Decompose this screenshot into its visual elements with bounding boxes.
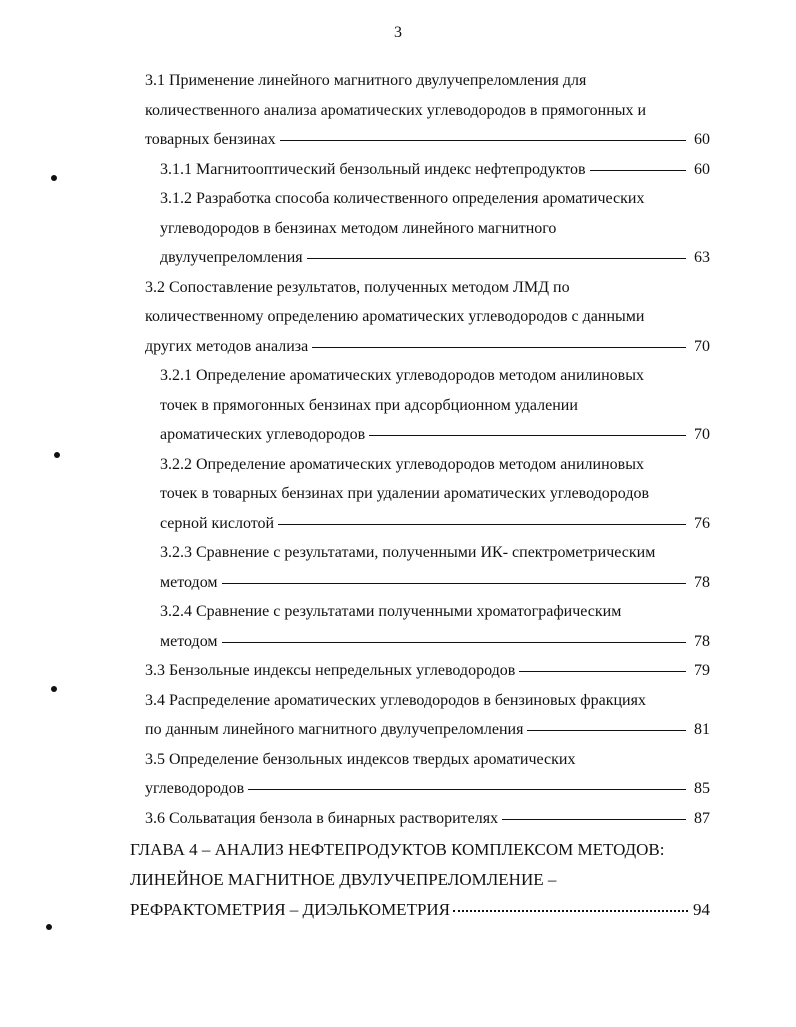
toc-entry-title: 3.3 Бензольные индексы непредельных углеводородов xyxy=(145,662,516,679)
toc-entry-line: 3.2.1 Определение ароматических углеводородов методом анилиновых xyxy=(160,367,644,384)
toc-entry xyxy=(145,804,710,834)
leader-line xyxy=(222,583,686,584)
leader-line xyxy=(278,524,686,525)
toc-page-number: 60 xyxy=(694,160,710,178)
toc-chapter xyxy=(130,835,710,925)
toc-entry-line: углеводородов в бензинах методом линейного магнитного xyxy=(160,219,557,237)
leader-line xyxy=(222,642,686,643)
toc-entry-title: 3.6 Сольватация бензола в бинарных растворителях xyxy=(145,809,499,827)
toc-page-number: 78 xyxy=(694,632,710,650)
toc-page-number: 70 xyxy=(694,337,710,355)
scan-mark xyxy=(54,452,60,458)
toc-entry-line: 3.5 Определение бензольных индексов твердых ароматических xyxy=(145,750,576,768)
scan-mark xyxy=(51,686,57,692)
toc-entry-line: 3.2.3 Сравнение с результатами, полученными ИК- спектрометрическим xyxy=(160,544,656,561)
leader-line xyxy=(519,671,686,672)
toc-page-number: 70 xyxy=(694,426,710,443)
toc-entry-line: количественному определению ароматических углеводородов с данными xyxy=(145,308,645,325)
scan-mark xyxy=(46,924,52,930)
toc-entry-title: 3.1.1 Магнитооптический бензольный индекс нефтепродуктов xyxy=(160,160,586,178)
toc-entry-line: 3.2 Сопоставление результатов, полученных методом ЛМД по xyxy=(145,278,570,296)
toc-page-number: 81 xyxy=(694,721,710,738)
toc-entry-line: 3.1 Применение линейного магнитного двулучепреломления для xyxy=(145,72,587,89)
toc-entry xyxy=(145,273,710,362)
leader-line xyxy=(248,789,686,790)
leader-line xyxy=(590,170,686,171)
toc-entry-title: серной кислотой xyxy=(160,514,275,532)
table-of-contents xyxy=(0,66,796,925)
toc-entry xyxy=(160,597,710,656)
toc-entry xyxy=(145,66,710,155)
toc-page-number: 85 xyxy=(694,780,710,797)
toc-entry-line: 3.1.2 Разработка способа количественного определения ароматических xyxy=(160,190,645,207)
toc-entry xyxy=(145,686,710,745)
toc-entry-title: по данным линейного магнитного двулучепреломления xyxy=(145,721,524,738)
leader-line xyxy=(280,140,686,141)
toc-entry xyxy=(160,155,710,185)
page-number: 3 xyxy=(394,24,402,41)
toc-page-number: 87 xyxy=(694,809,710,827)
toc-entry-title: других методов анализа xyxy=(145,337,309,355)
toc-page-number: 76 xyxy=(694,514,710,532)
toc-entry xyxy=(160,450,710,539)
toc-entry-line: точек в прямогонных бензинах при адсорбционном удалении xyxy=(160,396,578,414)
toc-entry-line: 3.2.2 Определение ароматических углеводородов методом анилиновых xyxy=(160,455,644,473)
toc-entry-line: ГЛАВА 4 – АНАЛИЗ НЕФТЕПРОДУКТОВ КОМПЛЕКСОМ МЕТОДОВ: xyxy=(130,840,665,859)
toc-page-number: 78 xyxy=(694,573,710,591)
leader-line xyxy=(312,347,686,348)
leader-line xyxy=(453,910,688,912)
toc-entry-title: методом xyxy=(160,632,218,650)
toc-entry-line: ЛИНЕЙНОЕ МАГНИТНОЕ ДВУЛУЧЕПРЕЛОМЛЕНИЕ – xyxy=(130,870,557,889)
toc-entry xyxy=(145,745,710,804)
toc-entry-line: количественного анализа ароматических углеводородов в прямогонных и xyxy=(145,101,647,119)
toc-entry-title: ароматических углеводородов xyxy=(160,426,366,443)
toc-entry-line: 3.4 Распределение ароматических углеводородов в бензиновых фракциях xyxy=(145,691,646,709)
toc-entry xyxy=(160,538,710,597)
toc-page-number: 60 xyxy=(694,131,710,148)
toc-entry xyxy=(160,361,710,450)
leader-line xyxy=(527,730,686,731)
scan-mark xyxy=(51,175,57,181)
leader-line xyxy=(502,819,686,820)
toc-entry xyxy=(160,184,710,273)
toc-entry-title: углеводородов xyxy=(145,780,245,797)
toc-entry-title: методом xyxy=(160,573,218,591)
toc-page-number: 79 xyxy=(694,662,710,679)
leader-line xyxy=(307,258,686,259)
toc-page-number: 94 xyxy=(693,900,710,919)
toc-entry-title: двулучепреломления xyxy=(160,249,303,266)
toc-entry xyxy=(145,656,710,686)
leader-line xyxy=(369,435,686,436)
toc-entry-line: 3.2.4 Сравнение с результатами полученными хроматографическим xyxy=(160,603,622,620)
toc-entry-line: точек в товарных бензинах при удалении ароматических углеводородов xyxy=(160,485,650,502)
toc-entry-title: товарных бензинах xyxy=(145,131,276,148)
toc-entry-title: РЕФРАКТОМЕТРИЯ – ДИЭЛЬКОМЕТРИЯ xyxy=(130,900,451,919)
toc-page-number: 63 xyxy=(694,249,710,266)
